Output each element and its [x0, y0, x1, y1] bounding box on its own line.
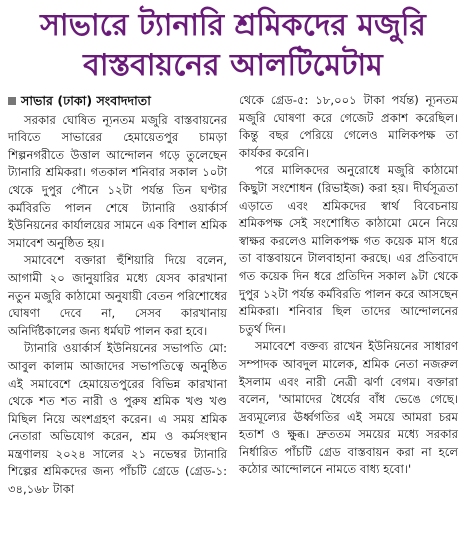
paragraph: ট্যানারি ওয়ার্কার্স ইউনিয়নের সভাপতি মো: আবুল কালাম আজাদের সভাপতিত্বে অনুষ্ঠিত এই সমাবেশে হেমায়েতপুরের বিভিন্ন কারখানা থেকে শত শত নারী ও পুরুষ শ্রমিক খণ্ড খণ্ড মিছিল নিয়ে অংশগ্রহণ করেন। এ সময় শ্রমিক নেতারা অভিযোগ করেন, শ্রম ও কর্মসংস্থান মন্ত্রণালয় ২০২৪ সালের ২১ নভেম্বর ট্যানারি শিল্পের শ্রমিকদের জন্য পাঁচটি গ্রেডে (গ্রেড-১: ৩৪,১৬৮ টাকা: [8, 341, 227, 497]
headline-line-1: সাভারে ট্যানারি শ্রমিকদের মজুরি: [40, 8, 426, 43]
headline-line-2: বাস্তবায়নের আলটিমেটাম: [83, 48, 383, 83]
paragraph-continued: থেকে গ্রেড-৫: ১৮,০০১ টাকা পর্যন্ত) ন্যূনতম মজুরি ঘোষণা করে গেজেট প্রকাশ করেছিল। কিন্তু বছর পেরিয়ে গেলেও মালিকপক্ষ তা কার্যকর করেনি।: [239, 93, 458, 160]
byline: [8, 92, 227, 110]
paragraph: সমাবেশে বক্তব্য রাখেন ইউনিয়নের সাধারণ সম্পাদক আবদুল মালেক, শ্রমিক নেতা নজরুল ইসলাম এবং নারী নেত্রী ঝর্ণা বেগম। বক্তারা বলেন, 'আমাদের ধৈর্যের বাঁধ ভেঙে গেছে। দ্রব্যমূল্যের ঊর্ধ্বগতির এই সময়ে আমরা চরম হতাশ ও ক্ষুব্ধ। দ্রুততম সময়ের মধ্যে সরকার নির্ধারিত পাঁচটি গ্রেড বাস্তবায়ন করা না হলে কঠোর আন্দোলনে নামতে বাধ্য হবো।': [239, 339, 458, 477]
headline: [8, 6, 458, 86]
byline-bullet-icon: [8, 97, 16, 105]
byline-text: সাভার (ঢাকা) সংবাদদাতা: [21, 93, 151, 108]
paragraph: পরে মালিকদের অনুরোধে মজুরি কাঠামো কিছুটা সংশোধন (রিভাইজ) করা হয়। দীর্ঘসূত্রতা এড়াতে এবং শ্রমিকদের স্বার্থ বিবেচনায় শ্রমিকপক্ষ সেই সংশোধিত কাঠামো মেনে নিয়ে স্বাক্ষর করলেও মালিকপক্ষ গত কয়েক মাস ধরে তা বাস্তবায়নে টালবাহানা করছে। এর প্রতিবাদে গত কয়েক দিন ধরে প্রতিদিন সকাল ৯টা থেকে দুপুর ১২টা পর্যন্ত কর্মবিরতি পালন করে আসছেন শ্রমিকরা। শনিবার ছিল তাদের আন্দোলনের চতুর্থ দিন।: [239, 163, 458, 336]
paragraph: সমাবেশে বক্তারা হুঁশিয়ারি দিয়ে বলেন, আগামী ২০ জানুয়ারির মধ্যে যেসব কারখানা নতুন মজুরি কাঠামো অনুযায়ী বেতন পরিশোধের ঘোষণা দেবে না, সেসব কারখানায় অনির্দিষ্টকালের জন্য ধর্মঘট পালন করা হবে।: [8, 253, 227, 338]
left-column: [8, 92, 227, 499]
right-column: [239, 92, 458, 499]
paragraph: সরকার ঘোষিত ন্যূনতম মজুরি বাস্তবায়নের দাবিতে সাভারের হেমায়েতপুর চামড়া শিল্পনগরীতে উত্তাল আন্দোলন গড়ে তুলেছেন ট্যানারি শ্রমিকরা। গতকাল শনিবার সকাল ১০টা থেকে দুপুর পৌনে ১২টা পর্যন্ত তিন ঘণ্টার কর্মবিরতি পালন শেষে ট্যানারি ওয়ার্কার্স ইউনিয়নের কার্যালয়ের সামনে এক বিশাল শ্রমিক সমাবেশ অনুষ্ঠিত হয়।: [8, 112, 227, 250]
article-body: [8, 92, 458, 499]
